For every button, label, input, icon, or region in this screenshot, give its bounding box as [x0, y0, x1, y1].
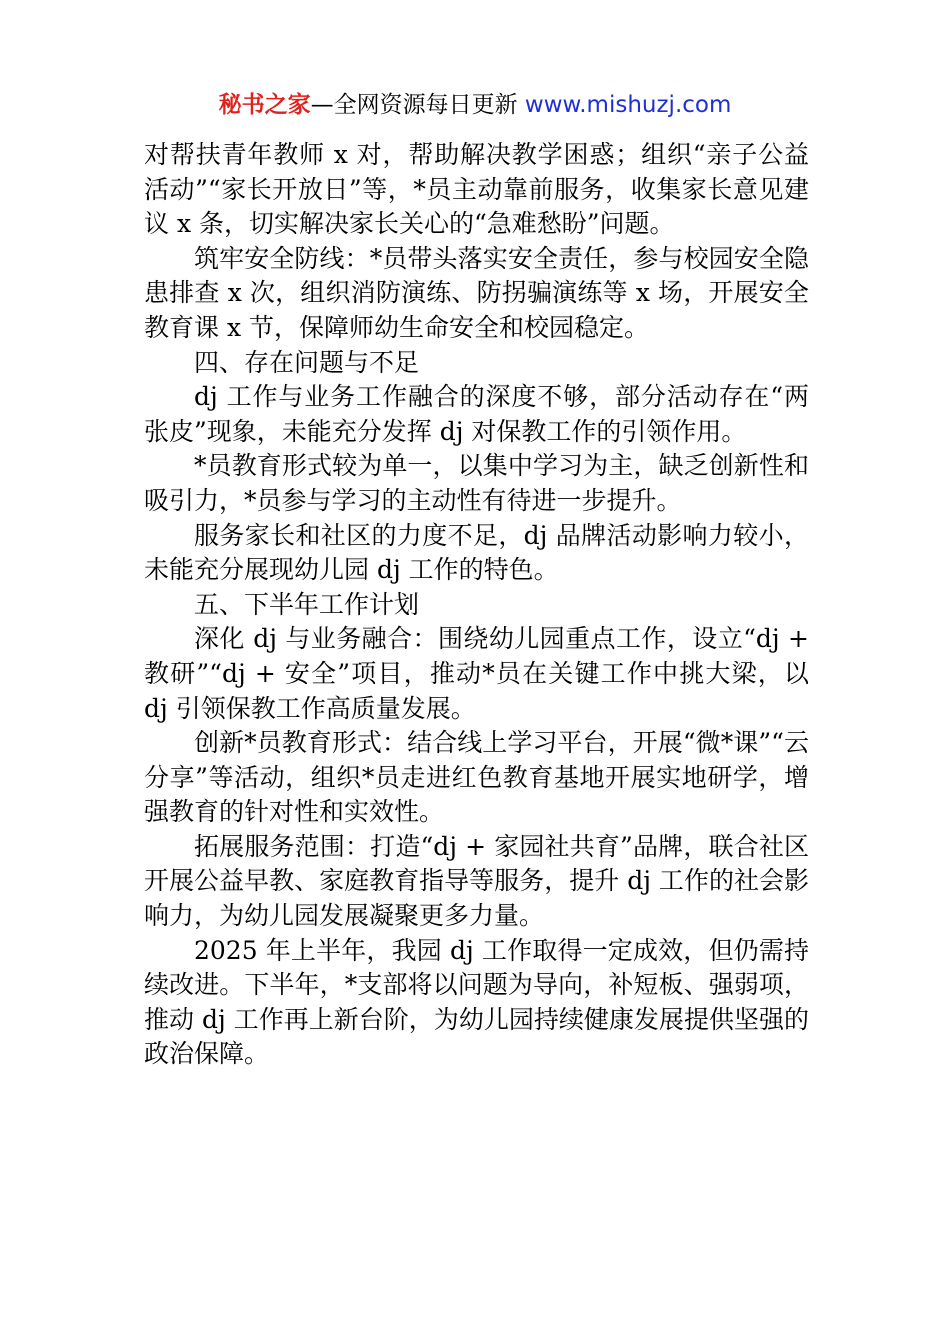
paragraph-plan-1: 深化 dj 与业务融合：围绕幼儿园重点工作，设立“dj + 教研”“dj + 安全”项目，推动*员在关键工作中挑大梁，以 dj 引领保教工作高质量发展。 — [144, 624, 809, 723]
paragraph-plan-2: 创新*员教育形式：结合线上学习平台，开展“微*课”“云分享”等活动，组织*员走进红色教育基地开展实地研学，增强教育的针对性和实效性。 — [144, 728, 809, 827]
paragraph-problem-2: *员教育形式较为单一，以集中学习为主，缺乏创新性和吸引力，*员参与学习的主动性有待进一步提升。 — [144, 451, 809, 515]
document-body — [144, 138, 809, 1072]
section-heading-plan: 五、下半年工作计划 — [194, 589, 420, 619]
paragraph-plan-3: 拓展服务范围：打造“dj + 家园社共育”品牌，联合社区开展公益早教、家庭教育指导等服务，提升 dj 工作的社会影响力，为幼儿园发展凝聚更多力量。 — [144, 831, 809, 931]
site-url-link[interactable]: www.mishuzj.com — [524, 92, 732, 118]
site-header — [0, 88, 950, 122]
paragraph-problem-3: 服务家长和社区的力度不足，dj 品牌活动影响力较小，未能充分展现幼儿园 dj 工作的特色。 — [144, 520, 809, 585]
brand-name: 秘书之家 — [218, 92, 311, 118]
paragraph-conclusion: 2025 年上半年，我园 dj 工作取得一定成效，但仍需持续改进。下半年，*支部将以问题为导向，补短板、强弱项，推动 dj 工作再上新台阶，为幼儿园持续健康发展提供坚强的政治保障。 — [144, 935, 809, 1069]
paragraph-safety: 筑牢安全防线：*员带头落实安全责任，参与校园安全隐患排查 x 次，组织消防演练、防拐骗演练等 x 场，开展安全教育课 x 节，保障师幼生命安全和校园稳定。 — [144, 243, 809, 342]
paragraph-continuation: 对帮扶青年教师 x 对，帮助解决教学困惑；组织“亲子公益活动”“家长开放日”等，*员主动靠前服务，收集家长意见建议 x 条，切实解决家长关心的“急难愁盼”问题。 — [144, 140, 809, 239]
section-heading-problems: 四、存在问题与不足 — [194, 347, 420, 377]
header-slogan: —全网资源每日更新 — [310, 92, 518, 118]
paragraph-problem-1: dj 工作与业务工作融合的深度不够，部分活动存在“两张皮”现象，未能充分发挥 dj 对保教工作的引领作用。 — [144, 382, 809, 446]
